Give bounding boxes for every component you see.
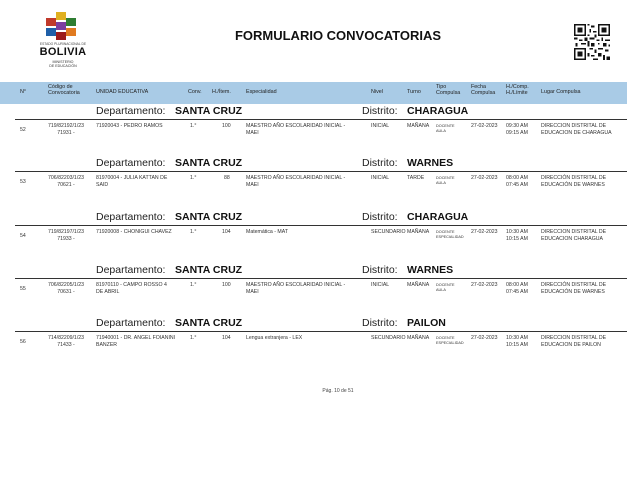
cell-hcomp: 10:30 AM 10:15 AM <box>506 229 528 242</box>
distrito-label: Distrito: <box>362 317 398 329</box>
cell-codigo: 719/82197/1/23 71933 - <box>47 229 85 242</box>
ministry-logo <box>33 10 93 82</box>
brand-country: BOLIVIA <box>39 46 87 58</box>
distrito-label: Distrito: <box>362 157 398 169</box>
cell-especialidad: MAESTRO AÑO ESCOLARIDAD INICIAL - MAEI <box>246 175 346 188</box>
cell-especialidad: MAESTRO AÑO ESCOLARIDAD INICIAL - MAEI <box>246 123 346 136</box>
group-heading <box>0 264 627 278</box>
brand-ministry <box>33 60 93 69</box>
cell-tipo: DOCENTE AULA <box>436 176 455 185</box>
cell-unidad: 81970110 - CAMPO ROSSO 4 DE ABRIL <box>96 282 167 295</box>
distrito-label: Distrito: <box>362 211 398 223</box>
distrito-label: Distrito: <box>362 105 398 117</box>
cell-hcomp: 09:30 AM 09:15 AM <box>506 123 528 136</box>
cell-turno: TARDE <box>407 175 425 181</box>
distrito-value: WARNES <box>407 264 454 276</box>
departamento-value: SANTA CRUZ <box>175 264 243 276</box>
cell-conv: 1.° <box>190 335 197 341</box>
page-title: FORMULARIO CONVOCATORIAS <box>234 28 442 43</box>
cell-especialidad: MAESTRO AÑO ESCOLARIDAD INICIAL - MAEI <box>246 282 346 295</box>
group-heading <box>0 211 627 225</box>
cell-hcomp: 10:30 AM 10:15 AM <box>506 335 528 348</box>
cell-especialidad: Lengua extranjera - LEX <box>246 335 303 341</box>
cell-hitem: 104 <box>222 335 231 341</box>
col-especialidad: Especialidad <box>246 89 277 95</box>
cell-hitem: 88 <box>224 175 230 181</box>
cell-tipo: DOCENTE ESPECIALIDAD <box>436 336 464 345</box>
cell-num: 53 <box>20 179 26 185</box>
cell-num: 55 <box>20 286 26 292</box>
cell-unidad: 81970004 - JULIA KATTAN DE SAID <box>96 175 168 188</box>
table-row <box>0 175 627 195</box>
cell-hitem: 100 <box>222 282 231 288</box>
col-unidad: UNIDAD EDUCATIVA <box>96 89 149 95</box>
cell-lugar: DIRECCION DISTRITAL DE EDUCACION CHARAGUA <box>541 229 607 242</box>
cell-hitem: 104 <box>222 229 231 235</box>
cell-codigo: 714/82209/1/23 71433 - <box>47 335 85 348</box>
distrito-value: CHARAGUA <box>407 105 469 117</box>
departamento-label: Departamento: <box>96 105 166 117</box>
cell-fecha: 27-02-2023 <box>471 123 498 129</box>
departamento-label: Departamento: <box>96 317 166 329</box>
cell-turno: MAÑANA <box>407 123 430 129</box>
cell-turno: MAÑANA <box>407 229 430 235</box>
group-divider <box>15 278 627 279</box>
group-divider <box>15 225 627 226</box>
cell-tipo: DOCENTE AULA <box>436 124 455 133</box>
col-tipo: Tipo Compulsa <box>436 84 461 96</box>
cell-nivel: INICIAL <box>371 123 390 129</box>
group-heading <box>0 317 627 331</box>
group-divider <box>15 171 627 172</box>
col-codigo: Código de Convocatoria <box>48 84 80 96</box>
col-conv: Conv. <box>188 89 202 95</box>
table-row <box>0 229 627 249</box>
cell-lugar: DIRECCIÓN DISTRITAL DE EDUCACIÓN DE WARNES <box>541 175 607 188</box>
col-hcomp: H./Comp. H./Límite <box>506 84 529 96</box>
cell-tipo: DOCENTE AULA <box>436 283 455 292</box>
cell-unidad: 71940001 - DR. ANGEL FOIANINI BANZER <box>96 335 176 348</box>
cell-fecha: 27-02-2023 <box>471 335 498 341</box>
cell-fecha: 27-02-2023 <box>471 282 498 288</box>
cell-unidad: 71920008 - CHONIGUI CHAVEZ <box>96 229 172 235</box>
col-lugar: Lugar Compulsa <box>541 89 581 95</box>
col-nivel: Nivel <box>371 89 383 95</box>
col-num: N° <box>20 89 27 95</box>
group-divider <box>15 119 627 120</box>
departamento-value: SANTA CRUZ <box>175 317 243 329</box>
distrito-value: WARNES <box>407 157 454 169</box>
cell-conv: 1.° <box>190 282 197 288</box>
col-turno: Turno <box>407 89 421 95</box>
table-row <box>0 335 627 355</box>
cell-nivel: INICIAL <box>371 175 390 181</box>
cell-unidad: 71920043 - PEDRO RAMOS <box>96 123 163 129</box>
cell-num: 52 <box>20 127 26 133</box>
departamento-value: SANTA CRUZ <box>175 105 243 117</box>
ministry-line-2: DE EDUCACIÓN <box>49 64 77 69</box>
cell-fecha: 27-02-2023 <box>471 175 498 181</box>
departamento-label: Departamento: <box>96 157 166 169</box>
brand-tagline: ESTADO PLURINACIONAL DE <box>39 42 87 46</box>
cell-codigo: 719/82192/1/23 71931 - <box>47 123 85 136</box>
cell-conv: 1.° <box>190 229 197 235</box>
cell-lugar: DIRECCION DISTRITAL DE EDUCACION DE PAILON <box>541 335 607 348</box>
cell-num: 54 <box>20 233 26 239</box>
cell-nivel: SECUNDARIO <box>371 335 406 341</box>
cell-turno: MAÑANA <box>407 282 430 288</box>
cell-conv: 1.° <box>190 123 197 129</box>
departamento-label: Departamento: <box>96 211 166 223</box>
group-divider <box>15 331 627 332</box>
cell-num: 56 <box>20 339 26 345</box>
cell-nivel: INICIAL <box>371 282 390 288</box>
table-row <box>0 123 627 143</box>
departamento-value: SANTA CRUZ <box>175 211 243 223</box>
distrito-label: Distrito: <box>362 264 398 276</box>
cell-hitem: 100 <box>222 123 231 129</box>
cell-lugar: DIRECCIÓN DISTRITAL DE EDUCACIÓN DE WARNES <box>541 282 607 295</box>
cell-lugar: DIRECCION DISTRITAL DE EDUCACION DE CHARAGUA <box>541 123 612 136</box>
col-hitem: H./Ítem. <box>212 89 231 95</box>
cell-codigo: 706/82203/1/23 70621 - <box>47 175 85 188</box>
ministry-line-1: MINISTERIO <box>52 60 74 64</box>
group-heading <box>0 157 627 171</box>
group-heading <box>0 105 627 119</box>
col-fecha: Fecha Compulsa <box>471 84 496 96</box>
cell-conv: 1.° <box>190 175 197 181</box>
table-header <box>0 82 627 104</box>
cell-nivel: SECUNDARIO <box>371 229 406 235</box>
qr-code-icon <box>574 24 610 60</box>
departamento-label: Departamento: <box>96 264 166 276</box>
cell-turno: MAÑANA <box>407 335 430 341</box>
cell-especialidad: Matemática - MAT <box>246 229 288 235</box>
cell-codigo: 706/82205/1/23 70631 - <box>47 282 85 295</box>
cell-hcomp: 08:00 AM 07:45 AM <box>506 282 528 295</box>
departamento-value: SANTA CRUZ <box>175 157 243 169</box>
cell-fecha: 27-02-2023 <box>471 229 498 235</box>
distrito-value: CHARAGUA <box>407 211 469 223</box>
cell-tipo: DOCENTE ESPECIALIDAD <box>436 230 464 239</box>
page-number: Pág. 10 de 51 <box>322 388 354 394</box>
table-row <box>0 282 627 302</box>
cell-hcomp: 08:00 AM 07:45 AM <box>506 175 528 188</box>
distrito-value: PAILON <box>407 317 446 329</box>
